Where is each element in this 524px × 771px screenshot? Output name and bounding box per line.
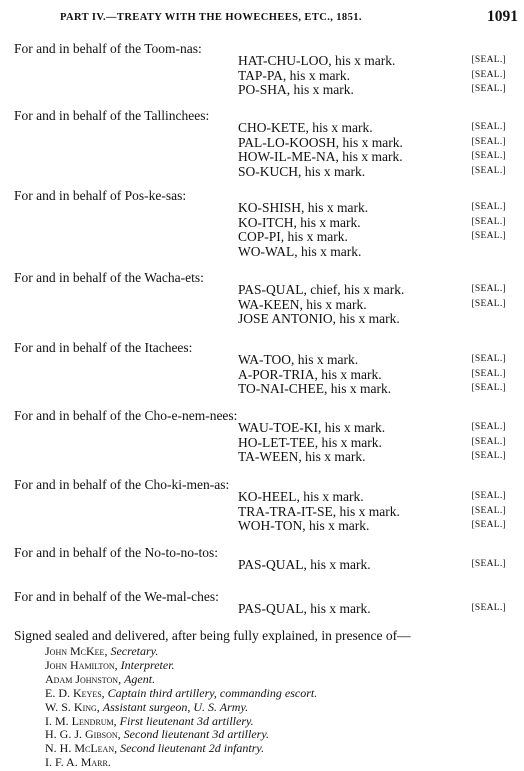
witness-name: Adam Johnston, [45, 671, 122, 686]
witness-name: E. D. Keyes, [45, 685, 105, 700]
signatory-row [238, 82, 506, 96]
signatory-row [238, 135, 506, 149]
witness-title: Interpreter. [120, 657, 175, 672]
seal-mark: [SEAL.] [471, 69, 506, 80]
signatory-row [238, 200, 506, 214]
signatory-name: A-POR-TRIA, his x mark. [238, 366, 382, 382]
signatory-name: CHO-KETE, his x mark. [238, 120, 373, 135]
seal-mark: [SEAL.] [471, 505, 506, 516]
seal-mark: [SEAL.] [471, 520, 506, 531]
signatory-row [238, 435, 506, 449]
signatory-name: PAS-QUAL, his x mark. [238, 557, 371, 572]
signatory-row [238, 504, 506, 518]
group-heading: For and in behalf of the Cho-ki-men-as: [14, 477, 230, 492]
witness-title: Agent. [124, 671, 156, 686]
signatory-name: PO-SHA, his x mark. [238, 82, 354, 98]
signatory-row [238, 518, 506, 532]
signatory-name: HO-LET-TEE, his x mark. [238, 434, 382, 450]
signatory-row [238, 352, 506, 366]
signatory-name: HOW-IL-ME-NA, his x mark. [238, 149, 403, 165]
signatory-row [238, 244, 506, 258]
witness-line [45, 672, 155, 686]
seal-mark: [SEAL.] [471, 603, 506, 613]
witness-line [45, 741, 264, 755]
witness-name: I. M. Lendrum, [45, 713, 117, 728]
signatory-row [238, 164, 506, 178]
signatory-row [238, 381, 506, 395]
witness-title: First lieutenant 3d artillery. [119, 713, 254, 728]
signatory-name: WOH-TON, his x mark. [238, 518, 370, 534]
signatory-row [238, 53, 506, 67]
witness-title: Second lieutenant 2d infantry. [120, 741, 265, 756]
witness-line [45, 727, 269, 741]
signatory-row [238, 149, 506, 163]
page-number: 1091 [487, 8, 518, 25]
seal-mark: [SEAL.] [471, 436, 506, 447]
witness-name: W. S. King, [45, 699, 100, 714]
signatory-name: KO-SHISH, his x mark. [238, 200, 369, 215]
signatory-name: KO-ITCH, his x mark. [238, 214, 361, 230]
witness-title: Captain third artillery, commanding escort. [107, 685, 318, 700]
seal-mark: [SEAL.] [471, 298, 506, 309]
signatory-row [238, 420, 506, 434]
signatory-name: WAU-TOE-KI, his x mark. [238, 420, 386, 435]
witness-name: John McKee, [45, 644, 108, 658]
seal-mark: [SEAL.] [471, 383, 506, 394]
witness-line [45, 755, 111, 769]
signatory-row [238, 120, 506, 134]
signatory-row [238, 68, 506, 82]
witness-title: Second lieutenant 3d artillery. [123, 727, 269, 742]
signatory-row [238, 557, 506, 571]
seal-mark: [SEAL.] [471, 451, 506, 462]
signatory-name: TRA-TRA-IT-SE, his x mark. [238, 503, 400, 519]
seal-mark: [SEAL.] [471, 136, 506, 147]
signatory-name: WA-TOO, his x mark. [238, 352, 359, 367]
signatory-name: TAP-PA, his x mark. [238, 67, 351, 83]
seal-mark: [SEAL.] [471, 216, 506, 227]
signatory-row [238, 297, 506, 311]
seal-mark: [SEAL.] [471, 165, 506, 176]
seal-mark: [SEAL.] [471, 284, 506, 294]
witness-line [45, 714, 254, 728]
witness-line [45, 686, 317, 700]
signatory-row [238, 601, 506, 615]
witness-line [45, 644, 158, 658]
witness-name: H. G. J. Gibson, [45, 727, 121, 742]
signatory-row [238, 282, 506, 296]
seal-mark: [SEAL.] [471, 55, 506, 65]
witness-name: N. H. McLean, [45, 741, 118, 756]
group-heading: For and in behalf of the Tallinchees: [14, 108, 210, 123]
signatory-row [238, 367, 506, 381]
signatory-row [238, 489, 506, 503]
seal-mark: [SEAL.] [471, 84, 506, 95]
signatory-row [238, 311, 506, 325]
group-heading: For and in behalf of the Cho-e-nem-nees: [14, 408, 238, 423]
signatory-name: PAS-QUAL, chief, his x mark. [238, 282, 405, 297]
signatory-name: WO-WAL, his x mark. [238, 243, 362, 259]
witness-title: Assistant surgeon, U. S. Army. [102, 699, 249, 714]
group-heading: For and in behalf of the No-to-no-tos: [14, 545, 218, 560]
group-heading: For and in behalf of Pos-ke-sas: [14, 188, 187, 203]
witness-line [45, 658, 175, 672]
seal-mark: [SEAL.] [471, 122, 506, 132]
signatory-name: TA-WEEN, his x mark. [238, 449, 366, 465]
witness-intro: Signed sealed and delivered, after being fully explained, in presence of— [14, 628, 411, 643]
seal-mark: [SEAL.] [471, 151, 506, 162]
seal-mark: [SEAL.] [471, 422, 506, 432]
seal-mark: [SEAL.] [471, 559, 506, 569]
group-heading: For and in behalf of the Itachees: [14, 340, 193, 355]
signatory-name: PAL-LO-KOOSH, his x mark. [238, 134, 403, 150]
seal-mark: [SEAL.] [471, 202, 506, 212]
signatory-name: SO-KUCH, his x mark. [238, 163, 366, 179]
signatory-name: JOSE ANTONIO, his x mark. [238, 311, 400, 327]
signatory-row [238, 229, 506, 243]
signatory-row [238, 215, 506, 229]
group-heading: For and in behalf of the Wacha-ets: [14, 270, 204, 285]
signatory-name: PAS-QUAL, his x mark. [238, 601, 371, 616]
seal-mark: [SEAL.] [471, 368, 506, 379]
witness-title: Secretary. [110, 644, 159, 658]
witness-line [45, 700, 248, 714]
signatory-name: HAT-CHU-LOO, his x mark. [238, 53, 396, 68]
seal-mark: [SEAL.] [471, 354, 506, 364]
seal-mark: [SEAL.] [471, 231, 506, 242]
signatory-name: WA-KEEN, his x mark. [238, 296, 367, 312]
witness-name: I. F. A. Marr. [45, 755, 111, 770]
witness-name: John Hamilton, [45, 657, 118, 672]
running-title: PART IV.—TREATY WITH THE HOWECHEES, ETC., 1851. [60, 12, 362, 23]
signatory-name: COP-PI, his x mark. [238, 229, 348, 245]
group-heading: For and in behalf of the Toom-nas: [14, 41, 202, 56]
signatory-name: KO-HEEL, his x mark. [238, 489, 364, 504]
seal-mark: [SEAL.] [471, 491, 506, 501]
signatory-row [238, 449, 506, 463]
group-heading: For and in behalf of the We-mal-ches: [14, 589, 219, 604]
page-header [60, 8, 518, 28]
signatory-name: TO-NAI-CHEE, his x mark. [238, 381, 392, 397]
